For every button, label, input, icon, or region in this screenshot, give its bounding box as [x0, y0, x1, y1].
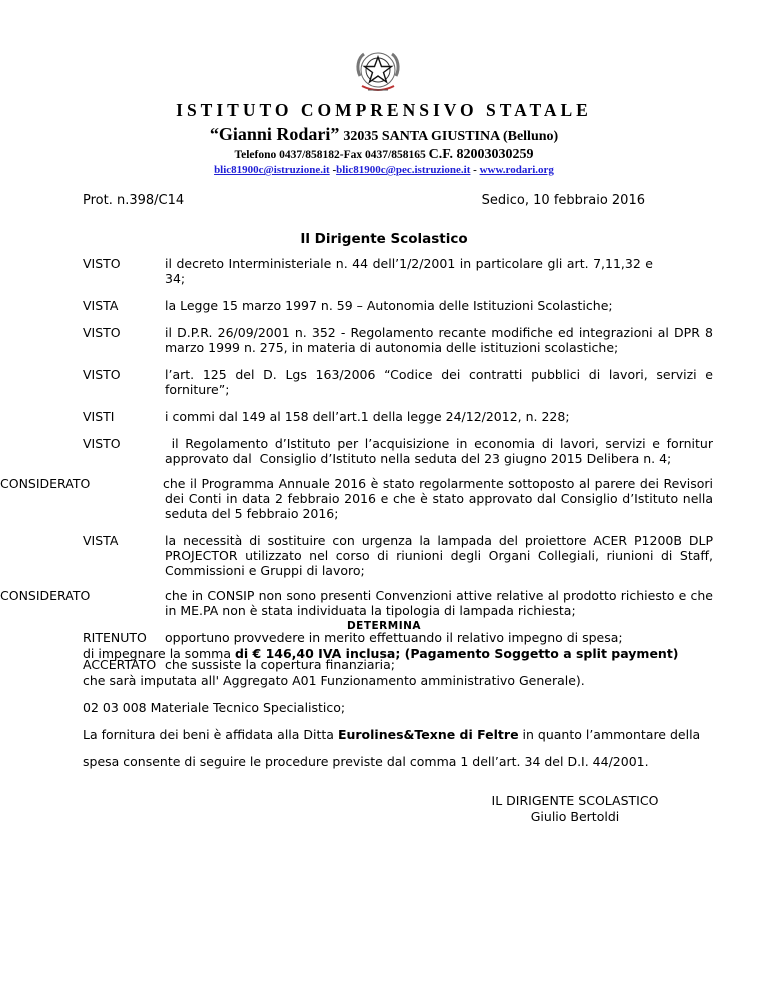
premise-label: VISTA	[83, 533, 119, 548]
premise-label: CONSIDERATO	[0, 588, 91, 603]
premise-row	[83, 367, 713, 397]
premise-text: la Legge 15 marzo 1997 n. 59 – Autonomia delle Istituzioni Scolastiche;	[165, 298, 613, 313]
separator: -	[473, 164, 477, 176]
supplier-name: Eurolines&Texne di Feltre	[337, 727, 519, 742]
premise-text: la necessità di sostituire con urgenza la lampada del proiettore ACER P1200B DLP PROJECTOR utilizzato nel corso di riunioni degli Organi Collegiali, riunioni di Staff, Commissioni e Gruppi di lavoro;	[165, 533, 713, 578]
premise-label: VISTO	[83, 256, 121, 271]
links-line	[0, 164, 768, 176]
tax-code: C.F. 82003030259	[428, 147, 534, 162]
premise-label: CONSIDERATO	[0, 476, 91, 491]
premise-text: che il Programma Annuale 2016 è stato regolarmente sottoposto al parere dei Revisori dei Conti in data 2 febbraio 2016 e che è stato approvato dal Consiglio d’Istituto nella seduta del 5 febbraio 2016;	[163, 476, 713, 521]
determina-text: La fornitura dei beni è affidata alla Ditta	[83, 727, 338, 742]
italian-republic-emblem-icon	[352, 46, 404, 96]
premise-label: VISTI	[83, 409, 115, 424]
signature-role: IL DIRIGENTE SCOLASTICO	[491, 793, 659, 808]
determina-body	[83, 640, 723, 775]
premise-text: che sussiste la copertura finanziaria;	[165, 657, 396, 672]
premise-text: i commi dal 149 al 158 dell’art.1 della legge 24/12/2012, n. 228;	[165, 409, 570, 424]
premise-row	[83, 409, 713, 424]
determina-amount: di € 146,40 IVA inclusa; (Pagamento Soggetto a split payment)	[234, 646, 679, 661]
school-subtitle	[0, 124, 768, 145]
determina-text: in quanto l’ammontare della	[518, 727, 701, 742]
school-location: 32035 SANTA GIUSTINA (Belluno)	[343, 129, 559, 144]
protocol-number: Prot. n.398/C14	[83, 193, 185, 208]
place-date: Sedico, 10 febbraio 2016	[481, 193, 645, 208]
premise-row	[0, 588, 713, 618]
premise-label: VISTO	[83, 325, 121, 340]
premise-text: il Regolamento d’Istituto per l’acquisizione in economia di lavori, servizi e fornitur approvato dal Consiglio d’Istituto nella seduta del 23 giugno 2015 Delibera n. 4;	[165, 436, 717, 466]
premise-row	[83, 325, 713, 355]
signature-block	[470, 793, 680, 825]
document-heading: Il Dirigente Scolastico	[300, 231, 468, 247]
email-link[interactable]: blic81900c@istruzione.it	[214, 164, 330, 176]
premise-label: VISTO	[83, 367, 121, 382]
website-link[interactable]: www.rodari.org	[479, 164, 554, 176]
premise-label: VISTO	[83, 436, 121, 451]
premise-text: il D.P.R. 26/09/2001 n. 352 - Regolamento recante modifiche ed integrazioni al DPR 8 marzo 1999 n. 275, in materia di autonomia delle istituzioni scolastiche;	[165, 325, 713, 355]
premise-text: che in CONSIP non sono presenti Convenzioni attive relative al prodotto richiesto e che in ME.PA non è stata individuata la tipologia di lampada richiesta;	[165, 588, 713, 618]
determina-line: spesa consente di seguire le procedure previste dal comma 1 dell’art. 34 del D.I. 44/2001.	[83, 754, 649, 769]
premise-text: l’art. 125 del D. Lgs 163/2006 “Codice dei contratti pubblici di lavori, servizi e forniture”;	[165, 367, 713, 397]
school-title: “Gianni Rodari”	[209, 124, 340, 144]
pec-link[interactable]: blic81900c@pec.istruzione.it	[336, 164, 471, 176]
separator: -	[332, 164, 337, 176]
determina-line: 02 03 008 Materiale Tecnico Specialistico;	[83, 700, 346, 715]
premise-label: RITENUTO	[83, 630, 147, 645]
premises-list	[0, 256, 717, 672]
determina-line	[83, 721, 723, 748]
premise-row	[83, 533, 713, 578]
premise-label: ACCERTATO	[83, 657, 157, 672]
signature-name: Giulio Bertoldi	[530, 809, 620, 824]
premise-row	[0, 476, 713, 521]
determina-title: DETERMINA	[346, 620, 422, 632]
phone-fax: Telefono 0437/858182-Fax 0437/858165	[234, 149, 426, 161]
premise-row	[83, 436, 717, 466]
premise-row	[83, 298, 713, 313]
school-name: ISTITUTO COMPRENSIVO STATALE	[176, 100, 592, 120]
premise-text: il decreto Interministeriale n. 44 dell’1/2/2001 in particolare gli art. 7,11,32 e 34;	[165, 256, 653, 286]
determina-text: di impegnare la somma	[83, 646, 235, 661]
contact-line	[0, 147, 768, 163]
premise-text: opportuno provvedere in merito effettuando il relativo impegno di spesa;	[165, 630, 623, 645]
premise-label: VISTA	[83, 298, 119, 313]
premise-row	[83, 256, 713, 286]
determina-line	[83, 640, 723, 667]
determina-line: che sarà imputata all' Aggregato A01 Funzionamento amministrativo Generale).	[83, 673, 585, 688]
